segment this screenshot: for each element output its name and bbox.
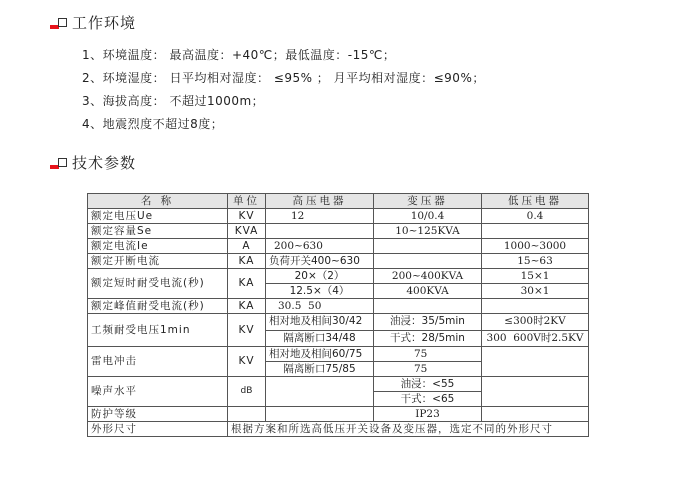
lv-value: 30×1 <box>482 284 589 299</box>
param-unit: KA <box>228 269 266 299</box>
transformer-value: 75 <box>374 347 482 362</box>
table-row <box>88 422 589 437</box>
param-name: 雷电冲击 <box>88 347 228 377</box>
param-name: 噪声水平 <box>88 377 228 407</box>
lv-value: 300 600V时2.5KV <box>482 330 589 347</box>
header-cell: 低压电器 <box>482 194 589 209</box>
transformer-value: 油浸：<55 <box>374 377 482 392</box>
transformer-value: 干式：28/5min <box>374 330 482 347</box>
param-unit: KVA <box>228 224 266 239</box>
lv-value: 0.4 <box>482 209 589 224</box>
param-name: 额定容量Se <box>88 224 228 239</box>
transformer-value: 干式：<65 <box>374 392 482 407</box>
section-heading-parameters <box>50 151 136 173</box>
lv-value: 15×1 <box>482 269 589 284</box>
transformer-value: IP23 <box>374 407 482 422</box>
header-cell: 变压器 <box>374 194 482 209</box>
section-marker-icon <box>50 14 66 30</box>
hv-value: 隔离断口75/85 <box>266 362 374 377</box>
hv-value: 隔离断口34/48 <box>266 330 374 347</box>
hv-value: 相对地及相间30/42 <box>266 314 374 331</box>
lv-value: 15~63 <box>482 254 589 269</box>
lv-value <box>482 377 589 407</box>
param-name: 额定峰值耐受电流(秒) <box>88 299 228 314</box>
section-title: 工作环境 <box>72 13 137 32</box>
section-title: 技术参数 <box>72 153 137 172</box>
table-row <box>88 254 589 269</box>
table-row <box>88 224 589 239</box>
transformer-value: 400KVA <box>374 284 482 299</box>
table-row <box>88 377 589 392</box>
lv-value: ≤300时2KV <box>482 314 589 331</box>
header-cell: 单位 <box>228 194 266 209</box>
hv-value: 200~630 <box>266 239 374 254</box>
transformer-value: 10/0.4 <box>374 209 482 224</box>
hv-value: 12.5×（4） <box>266 284 374 299</box>
transformer-value: 10~125KVA <box>374 224 482 239</box>
list-item: 3、海拔高度： 不超过1000m； <box>82 94 265 108</box>
hv-value: 12 <box>266 209 374 224</box>
table-row <box>88 269 589 284</box>
table-row <box>88 209 589 224</box>
param-name: 额定电流Ie <box>88 239 228 254</box>
section-marker-icon <box>50 154 66 170</box>
transformer-value: 200~400KVA <box>374 269 482 284</box>
parameters-table <box>87 193 589 437</box>
environment-list <box>82 44 485 136</box>
param-name: 外形尺寸 <box>88 422 228 437</box>
table-row <box>88 347 589 362</box>
param-name: 防护等级 <box>88 407 228 422</box>
section-heading-environment <box>50 11 136 33</box>
lv-value <box>482 407 589 422</box>
header-cell: 名 称 <box>88 194 228 209</box>
param-name: 额定电压Ue <box>88 209 228 224</box>
lv-value <box>482 347 589 377</box>
table-row <box>88 407 589 422</box>
param-name: 额定短时耐受电流(秒) <box>88 269 228 299</box>
param-unit <box>228 407 266 422</box>
transformer-value <box>374 254 482 269</box>
hv-value: 负荷开关400~630 <box>266 254 374 269</box>
param-unit: KV <box>228 209 266 224</box>
param-unit: KA <box>228 254 266 269</box>
list-item: 1、环境温度： 最高温度：+40℃；最低温度：-15℃； <box>82 48 396 62</box>
hv-value <box>266 407 374 422</box>
hv-value: 30.5 50 <box>266 299 374 314</box>
table-row <box>88 314 589 331</box>
param-unit: KA <box>228 299 266 314</box>
param-name: 工频耐受电压1min <box>88 314 228 347</box>
hv-value: 20×（2） <box>266 269 374 284</box>
hv-value <box>266 224 374 239</box>
transformer-value <box>374 239 482 254</box>
param-unit: A <box>228 239 266 254</box>
transformer-value <box>374 299 482 314</box>
dimension-note: 根据方案和所选高低压开关设备及变压器，选定不同的外形尺寸 <box>228 422 589 437</box>
lv-value <box>482 224 589 239</box>
lv-value: 1000~3000 <box>482 239 589 254</box>
list-item: 4、地震烈度不超过8度； <box>82 117 224 131</box>
lv-value <box>482 299 589 314</box>
param-unit: dB <box>228 377 266 407</box>
table-header-row <box>88 194 589 209</box>
transformer-value: 75 <box>374 362 482 377</box>
table-row <box>88 239 589 254</box>
transformer-value: 油浸：35/5min <box>374 314 482 331</box>
hv-value: 相对地及相间60/75 <box>266 347 374 362</box>
param-name: 额定开断电流 <box>88 254 228 269</box>
param-unit: KV <box>228 314 266 347</box>
hv-value <box>266 377 374 407</box>
header-cell: 高压电器 <box>266 194 374 209</box>
param-unit: KV <box>228 347 266 377</box>
list-item: 2、环境湿度： 日平均相对湿度： ≤95% ； 月平均相对湿度：≤90%； <box>82 71 485 85</box>
table-row <box>88 299 589 314</box>
